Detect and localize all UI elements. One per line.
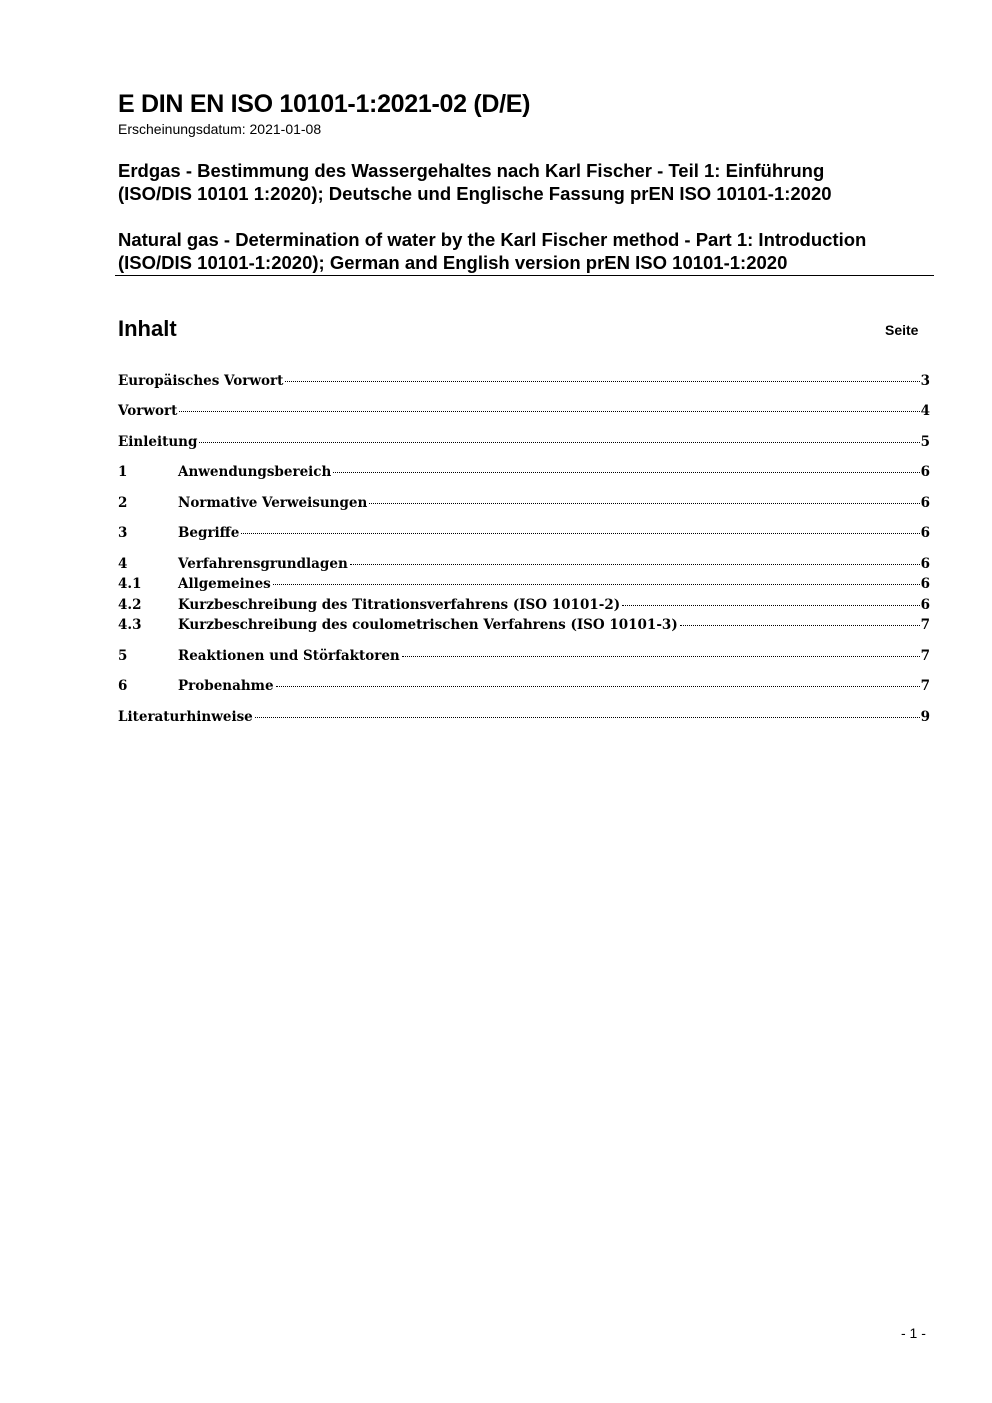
toc-entry-page: 4 xyxy=(920,403,930,419)
german-title-line-2: (ISO/DIS 10101 1:2020); Deutsche und Englische Fassung prEN ISO 10101-1:2020 xyxy=(118,183,832,204)
toc-entry-page: 9 xyxy=(920,709,930,725)
toc-dot-leader xyxy=(402,656,920,657)
english-title xyxy=(118,228,948,274)
toc-entry-title: Begriffe xyxy=(178,525,240,541)
toc-entry-reaktionen[interactable] xyxy=(118,648,930,668)
toc-dot-leader xyxy=(276,686,920,687)
toc-entry-number: 6 xyxy=(118,678,128,694)
toc-entry-probenahme[interactable] xyxy=(118,678,930,698)
toc-entry-page: 6 xyxy=(920,495,930,511)
toc-page-column-label: Seite xyxy=(885,322,919,338)
title-divider xyxy=(115,275,934,276)
toc-entry-title: Europäisches Vorwort xyxy=(118,373,284,389)
toc-dot-leader xyxy=(273,584,920,585)
toc-entry-page: 5 xyxy=(920,434,930,450)
english-title-line-1: Natural gas - Determination of water by the Karl Fischer method - Part 1: Introduction xyxy=(118,229,867,250)
toc-entry-anwendungsbereich[interactable] xyxy=(118,464,930,484)
toc-entry-vorwort[interactable] xyxy=(118,403,930,423)
toc-entry-page: 6 xyxy=(920,576,930,592)
toc-dot-leader xyxy=(199,442,919,443)
toc-entry-page: 3 xyxy=(920,373,930,389)
toc-entry-verfahrensgrundlagen[interactable] xyxy=(118,556,930,576)
toc-entry-titrationsverfahren[interactable] xyxy=(118,597,930,617)
toc-entry-title: Vorwort xyxy=(118,403,178,419)
toc-entry-title: Reaktionen und Störfaktoren xyxy=(178,648,400,664)
toc-entry-number: 2 xyxy=(118,495,128,511)
toc-dot-leader xyxy=(241,533,919,534)
toc-entry-page: 7 xyxy=(920,617,930,633)
toc-heading: Inhalt xyxy=(118,316,177,341)
toc-entry-title: Einleitung xyxy=(118,434,198,450)
toc-entry-title: Kurzbeschreibung des coulometrischen Verfahrens (ISO 10101-3) xyxy=(178,617,678,633)
toc-dot-leader xyxy=(680,625,920,626)
toc-entry-title: Literaturhinweise xyxy=(118,709,253,725)
toc-entry-number: 4.3 xyxy=(118,617,142,633)
toc-entry-page: 6 xyxy=(920,464,930,480)
toc-entry-number: 5 xyxy=(118,648,128,664)
toc-entry-begriffe[interactable] xyxy=(118,525,930,545)
toc-entry-title: Normative Verweisungen xyxy=(178,495,368,511)
toc-entry-title: Verfahrensgrundlagen xyxy=(178,556,348,572)
toc-entry-einleitung[interactable] xyxy=(118,434,930,454)
toc-entry-normative-verweisungen[interactable] xyxy=(118,495,930,515)
toc-dot-leader xyxy=(255,717,920,718)
toc-entry-title: Anwendungsbereich xyxy=(178,464,332,480)
toc-dot-leader xyxy=(369,503,919,504)
toc-entry-page: 7 xyxy=(920,678,930,694)
toc-dot-leader xyxy=(350,564,920,565)
toc-entry-page: 7 xyxy=(920,648,930,664)
toc-entry-literaturhinweise[interactable] xyxy=(118,709,930,729)
toc-dot-leader xyxy=(285,381,919,382)
toc-entry-title: Allgemeines xyxy=(178,576,271,592)
toc-entry-coulometrisches-verfahren[interactable] xyxy=(118,617,930,637)
toc-entry-title: Probenahme xyxy=(178,678,274,694)
toc-entry-page: 6 xyxy=(920,525,930,541)
toc-entry-page: 6 xyxy=(920,597,930,613)
toc-entry-number: 1 xyxy=(118,464,128,480)
toc-entry-allgemeines[interactable] xyxy=(118,576,930,596)
german-title xyxy=(118,159,948,205)
toc-dot-leader xyxy=(179,411,919,412)
toc-entry-number: 4 xyxy=(118,556,128,572)
toc-entry-page: 6 xyxy=(920,556,930,572)
toc-entry-number: 4.1 xyxy=(118,576,142,592)
toc-entry-europaeisches-vorwort[interactable] xyxy=(118,373,930,393)
document-title: E DIN EN ISO 10101-1:2021-02 (D/E) xyxy=(118,90,531,118)
german-title-line-1: Erdgas - Bestimmung des Wassergehaltes nach Karl Fischer - Teil 1: Einführung xyxy=(118,160,825,181)
page-number: - 1 - xyxy=(901,1325,926,1341)
toc-dot-leader xyxy=(333,472,919,473)
publication-date: Erscheinungsdatum: 2021-01-08 xyxy=(118,121,322,137)
toc-dot-leader xyxy=(622,605,919,606)
toc-entry-number: 4.2 xyxy=(118,597,142,613)
toc-entry-number: 3 xyxy=(118,525,128,541)
toc-entry-title: Kurzbeschreibung des Titrationsverfahrens (ISO 10101-2) xyxy=(178,597,621,613)
english-title-line-2: (ISO/DIS 10101-1:2020); German and English version prEN ISO 10101-1:2020 xyxy=(118,252,788,273)
